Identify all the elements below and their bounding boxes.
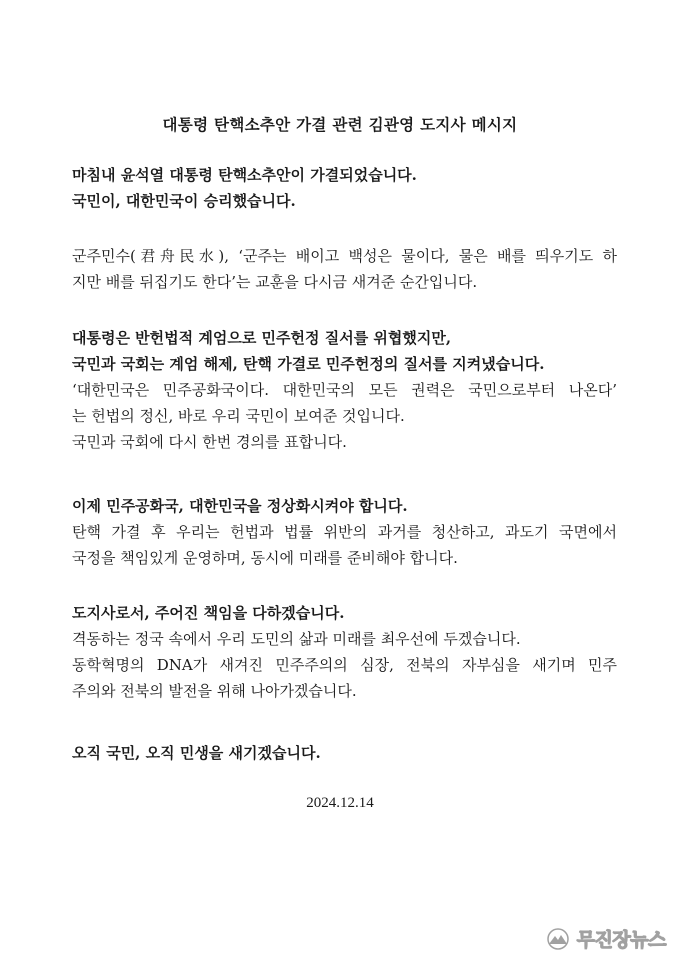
paragraph-line: 국정을 책임있게 운영하며, 동시에 미래를 준비해야 합니다. — [72, 549, 458, 567]
mountain-logo-icon — [545, 928, 571, 950]
paragraph-line: 는 헌법의 정신, 바로 우리 국민이 보여준 것입니다. — [72, 407, 405, 425]
paragraph-line: 도지사로서, 주어진 책임을 다하겠습니다. — [72, 604, 345, 622]
paragraph-line: 동학혁명의 DNA가 새겨진 민주주의의 심장, 전북의 자부심을 새기며 민주 — [72, 656, 617, 674]
paragraph-line: 국민과 국회는 계엄 해제, 탄핵 가결로 민주헌정의 질서를 지켜냈습니다. — [72, 355, 545, 373]
paragraph-line: 오직 국민, 오직 민생을 새기겠습니다. — [72, 744, 321, 762]
paragraph-line: 탄핵 가결 후 우리는 헌법과 법률 위반의 과거를 청산하고, 과도기 국면에서 — [72, 523, 617, 541]
paragraph-1 — [72, 162, 617, 214]
paragraph-3 — [72, 325, 617, 455]
news-watermark — [545, 925, 666, 952]
watermark-text: 무진장뉴스 — [576, 929, 666, 951]
paragraph-line: 마침내 윤석열 대통령 탄핵소추안이 가결되었습니다. — [72, 166, 417, 184]
paragraph-2 — [72, 243, 617, 295]
paragraph-5 — [72, 600, 617, 704]
paragraph-line: 대통령은 반헌법적 계엄으로 민주헌정 질서를 위협했지만, — [72, 329, 452, 347]
paragraph-line: 격동하는 정국 속에서 우리 도민의 삶과 미래를 최우선에 두겠습니다. — [72, 630, 521, 648]
document-title: 대통령 탄핵소추안 가결 관련 김관영 도지사 메시지 — [162, 116, 518, 134]
paragraph-line: 지만 배를 뒤집기도 한다’는 교훈을 다시금 새겨준 순간입니다. — [72, 273, 478, 291]
document-date: 2024.12.14 — [306, 795, 374, 811]
paragraph-line: 이제 민주공화국, 대한민국을 정상화시켜야 합니다. — [72, 497, 408, 515]
paragraph-4 — [72, 493, 617, 571]
paragraph-line: 군주민수(君舟民水), ‘군주는 배이고 백성은 물이다, 물은 배를 띄우기도 하 — [72, 247, 617, 265]
paragraph-line: 국민과 국회에 다시 한번 경의를 표합니다. — [72, 433, 347, 451]
paragraph-line: 국민이, 대한민국이 승리했습니다. — [72, 192, 296, 210]
paragraph-6 — [72, 740, 617, 766]
paragraph-line: 주의와 전북의 발전을 위해 나아가겠습니다. — [72, 682, 357, 700]
paragraph-line: ‘대한민국은 민주공화국이다. 대한민국의 모든 권력은 국민으로부터 나온다’ — [72, 381, 617, 399]
